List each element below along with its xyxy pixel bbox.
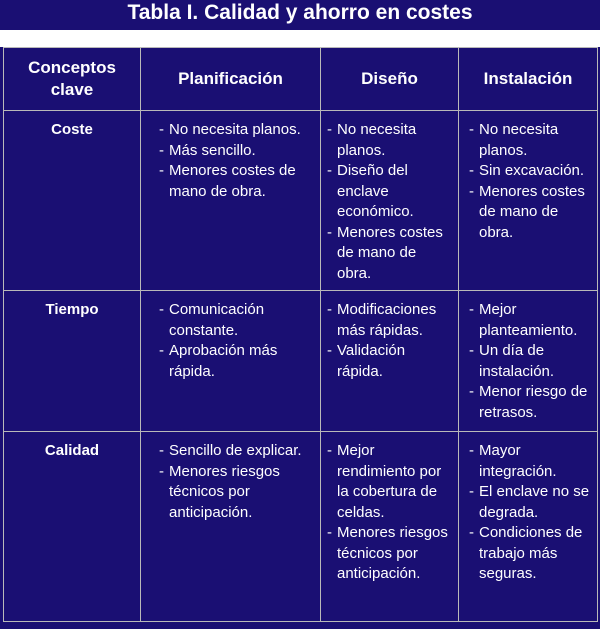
cell-tiempo-diseno	[321, 291, 459, 432]
list-item: - Diseño del enclave económico.	[327, 161, 454, 223]
list-item: - Validación rápida.	[327, 341, 454, 382]
table-row	[4, 111, 598, 291]
list-item: - Sencillo de explicar.	[159, 441, 316, 462]
comparison-table	[3, 47, 598, 622]
header-conceptos-clave: Conceptos clave	[4, 48, 141, 111]
list-item: - Mejor rendimiento por la cobertura de celdas.	[327, 441, 454, 523]
row-label-calidad: Calidad	[4, 432, 141, 622]
table-title: Tabla I. Calidad y ahorro en costes	[0, 0, 600, 30]
cell-tiempo-instalacion	[459, 291, 598, 432]
header-diseno: Diseño	[321, 48, 459, 111]
list-item: - Más sencillo.	[159, 141, 316, 162]
list-item: - Menores costes de mano de obra.	[469, 182, 593, 244]
list-item: - Mejor planteamiento.	[469, 300, 593, 341]
list-item: - No necesita planos.	[159, 120, 316, 141]
table-row	[4, 432, 598, 622]
row-label-tiempo: Tiempo	[4, 291, 141, 432]
list-item: - Comunicación constante.	[159, 300, 316, 341]
header-planificacion: Planificación	[141, 48, 321, 111]
cell-coste-diseno	[321, 111, 459, 291]
comparison-table-container	[0, 47, 600, 629]
list-item: - Menores costes de mano de obra.	[327, 223, 454, 285]
list-item: - Mayor integración.	[469, 441, 593, 482]
cell-calidad-diseno	[321, 432, 459, 622]
list-item: - Aprobación más rápida.	[159, 341, 316, 382]
list-item: - Condiciones de trabajo más seguras.	[469, 523, 593, 585]
list-item: - Menores riesgos técnicos por anticipación.	[327, 523, 454, 585]
list-item: - Menor riesgo de retrasos.	[469, 382, 593, 423]
list-item: - Menores costes de mano de obra.	[159, 161, 316, 202]
list-item: - El enclave no se degrada.	[469, 482, 593, 523]
list-item: - Menores riesgos técnicos por anticipación.	[159, 462, 316, 524]
list-item: - Un día de instalación.	[469, 341, 593, 382]
cell-coste-planificacion	[141, 111, 321, 291]
cell-calidad-instalacion	[459, 432, 598, 622]
cell-coste-instalacion	[459, 111, 598, 291]
list-item: - No necesita planos.	[469, 120, 593, 161]
list-item: - Sin excavación.	[469, 161, 593, 182]
cell-tiempo-planificacion	[141, 291, 321, 432]
header-row	[4, 48, 598, 111]
list-item: - No necesita planos.	[327, 120, 454, 161]
cell-calidad-planificacion	[141, 432, 321, 622]
header-instalacion: Instalación	[459, 48, 598, 111]
list-item: - Modificaciones más rápidas.	[327, 300, 454, 341]
row-label-coste: Coste	[4, 111, 141, 291]
table-row	[4, 291, 598, 432]
